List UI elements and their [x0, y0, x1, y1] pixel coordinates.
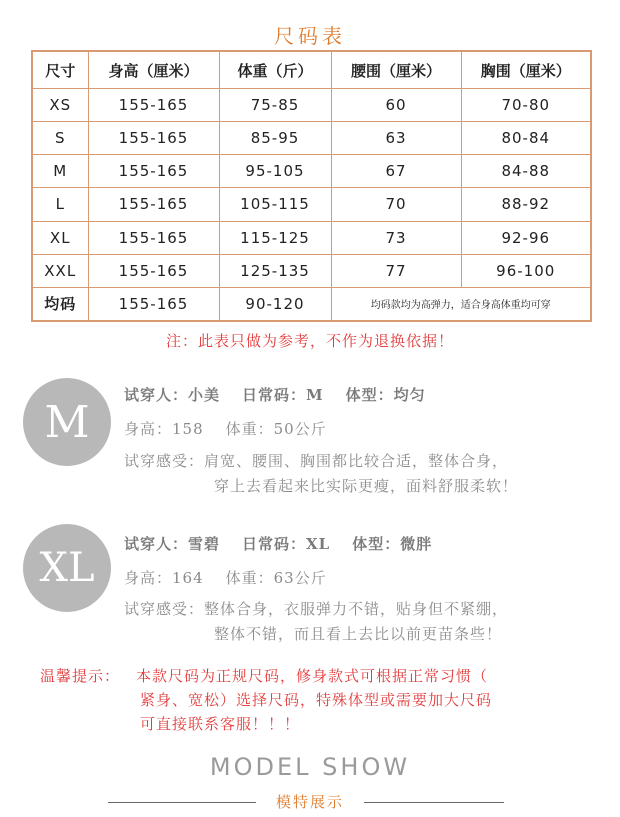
- cell-size: S: [32, 122, 88, 155]
- model-show-heading: MODEL SHOW: [209, 753, 411, 781]
- cell-waist: 60: [331, 89, 461, 122]
- cell-height: 155-165: [88, 221, 219, 254]
- cell-height: 155-165: [88, 89, 219, 122]
- model-xl-feel-2: 整体不错，而且看上去比以前更苗条些！: [214, 625, 503, 643]
- table-row-free-size: [32, 287, 591, 321]
- header-height: 身高（厘米）: [88, 51, 219, 89]
- cell-size: XL: [32, 221, 88, 254]
- cell-height: 155-165: [88, 155, 219, 188]
- model-m-info-line: [124, 384, 426, 405]
- table-row: [32, 221, 591, 254]
- tip-line-3: 可直接联系客服！！！: [140, 715, 301, 733]
- cell-chest: 84-88: [461, 155, 591, 188]
- cell-chest: 80-84: [461, 122, 591, 155]
- cell-height: 155-165: [88, 122, 219, 155]
- cell-chest: 70-80: [461, 89, 591, 122]
- cell-size: XXL: [32, 254, 88, 287]
- model-m-body: 体型：均匀: [345, 386, 426, 404]
- cell-size: 均码: [32, 287, 88, 321]
- tip-line-1: 本款尺码为正规尺码，修身款式可根据正常习惯（: [136, 667, 489, 685]
- model-m-weight: 体重：50公斤: [225, 420, 327, 438]
- table-header-row: [32, 51, 591, 89]
- table-row: [32, 89, 591, 122]
- cell-waist: 77: [331, 254, 461, 287]
- header-weight: 体重（斤）: [219, 51, 331, 89]
- cell-waist: 70: [331, 188, 461, 221]
- cell-chest: 96-100: [461, 254, 591, 287]
- cell-height: 155-165: [88, 254, 219, 287]
- cell-height: 155-165: [88, 287, 219, 321]
- model-show-subheading: 模特展示: [275, 793, 344, 811]
- free-size-note: 均码款均为高弹力，适合身高体重均可穿: [331, 287, 591, 321]
- size-badge-xl: XL: [23, 524, 111, 612]
- cell-chest: 88-92: [461, 188, 591, 221]
- cell-waist: 63: [331, 122, 461, 155]
- model-m-measure-line: [124, 418, 327, 439]
- cell-size: XS: [32, 89, 88, 122]
- model-m-size: 日常码：M: [242, 386, 324, 404]
- tip-label: 温馨提示：: [40, 667, 121, 685]
- table-row: [32, 122, 591, 155]
- table-row: [32, 254, 591, 287]
- model-m-tester: 试穿人：小美: [124, 386, 221, 404]
- cell-weight: 115-125: [219, 221, 331, 254]
- model-xl-weight: 体重：63公斤: [225, 569, 327, 587]
- cell-weight: 105-115: [219, 188, 331, 221]
- cell-weight: 90-120: [219, 287, 331, 321]
- model-xl-info-line: [124, 533, 432, 554]
- cell-size: M: [32, 155, 88, 188]
- model-m-height: 身高：158: [124, 420, 204, 438]
- model-xl-height: 身高：164: [124, 569, 204, 587]
- model-m-feel-1: 试穿感受：肩宽、腰围、胸围都比较合适，整体合身，: [124, 452, 509, 470]
- table-row: [32, 155, 591, 188]
- disclaimer-text: 注：此表只做为参考，不作为退换依据！: [165, 332, 454, 350]
- model-xl-measure-line: [124, 567, 327, 588]
- cell-waist: 73: [331, 221, 461, 254]
- cell-chest: 92-96: [461, 221, 591, 254]
- cell-weight: 75-85: [219, 89, 331, 122]
- model-xl-tester: 试穿人：雪碧: [124, 535, 221, 553]
- model-xl-body: 体型：微胖: [352, 535, 433, 553]
- size-table: [31, 50, 592, 322]
- cell-size: L: [32, 188, 88, 221]
- model-xl-feel-1: 试穿感受：整体合身，衣服弹力不错，贴身但不紧绷，: [124, 600, 509, 618]
- header-size: 尺寸: [32, 51, 88, 89]
- size-badge-m: M: [23, 378, 111, 466]
- header-chest: 胸围（厘米）: [461, 51, 591, 89]
- model-xl-size: 日常码：XL: [242, 535, 331, 553]
- warm-tip: [40, 664, 600, 736]
- tip-line-2: 紧身、宽松）选择尺码，特殊体型或需要加大尺码: [140, 691, 493, 709]
- header-waist: 腰围（厘米）: [331, 51, 461, 89]
- model-m-feel-2: 穿上去看起来比实际更瘦，面料舒服柔软！: [214, 477, 519, 495]
- cell-weight: 125-135: [219, 254, 331, 287]
- cell-height: 155-165: [88, 188, 219, 221]
- page-title: 尺码表: [274, 24, 346, 48]
- cell-weight: 85-95: [219, 122, 331, 155]
- table-row: [32, 188, 591, 221]
- cell-waist: 67: [331, 155, 461, 188]
- cell-weight: 95-105: [219, 155, 331, 188]
